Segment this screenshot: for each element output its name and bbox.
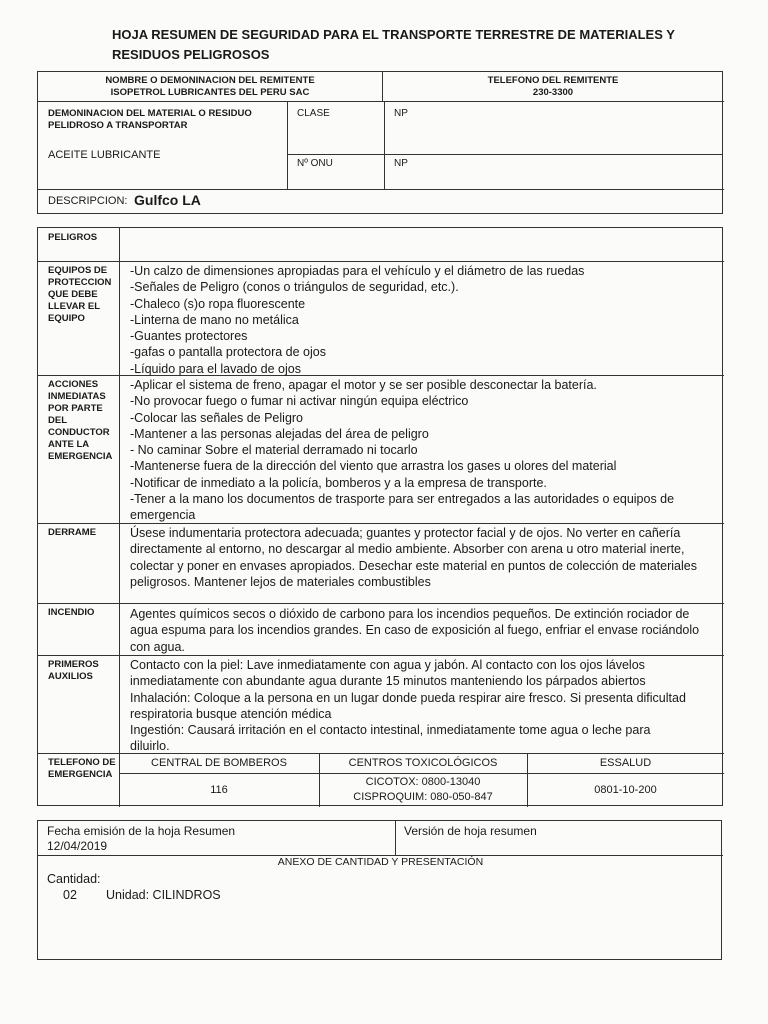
version-label: Versión de hoja resumen <box>404 824 537 838</box>
list-item: -Tener a la mano los documentos de trasporte para ser entregados a las autoridades o equipos de <box>130 492 675 507</box>
sender-name-label: NOMBRE O DEMONINACION DEL REMITENTE <box>105 75 315 86</box>
list-item: -Notificar de inmediato a la policía, bomberos y a la empresa de transporte. <box>130 475 547 490</box>
list-item: -Señales de Peligro (conos o triángulos de seguridad, etc.). <box>130 280 459 295</box>
clase-value: NP <box>394 108 408 119</box>
list-item: -Colocar las señales de Peligro <box>130 410 304 425</box>
list-item: -Mantener a las personas alejadas del área de peligro <box>130 426 429 441</box>
telefono-emergencia-label: TELEFONO DE EMERGENCIA <box>48 757 116 780</box>
list-item: emergencia <box>130 508 196 523</box>
list-item: - No caminar Sobre el material derramado ni tocarlo <box>130 443 418 458</box>
toxico-line2: CISPROQUIM: 080-050-847 <box>353 791 493 803</box>
list-item: -Guantes protectores <box>130 329 248 344</box>
cantidad-value: 02 <box>63 888 77 902</box>
descripcion-value: Gulfco LA <box>134 192 201 208</box>
list-item: -Aplicar el sistema de freno, apagar el motor y se ser posible desconectar la batería. <box>130 378 597 392</box>
list-item: -No provocar fuego o fumar ni activar ningún equipa eléctrico <box>130 394 469 409</box>
bomberos-label: CENTRAL DE BOMBEROS <box>151 757 287 769</box>
list-item: -Mantenerse fuera de la dirección del viento que arrastra los gases u olores del material <box>130 459 617 474</box>
acciones-content <box>130 377 720 524</box>
descripcion-label: DESCRIPCION: <box>48 195 128 207</box>
toxico-label: CENTROS TOXICOLÓGICOS <box>348 757 498 769</box>
incendio-label: INCENDIO <box>48 607 95 618</box>
bomberos-value: 116 <box>210 784 228 796</box>
sender-info-table <box>37 71 723 214</box>
equipos-content <box>130 263 720 377</box>
primeros-auxilios-content: Contacto con la piel: Lave inmediatamente con agua y jabón. Al contacto con los ojos lávelos inmediatamente con abundante agua durante 15 minutos manteniendo los párpados abiertos Inhalación: Coloque a la persona en un lugar donde pueda respirar aire fresco. Si presenta dificultad respiratoria busque atención médica Ingestión: Causará irritación en el contacto intestinal, inmediatamente tome agua o leche para diluirlo. <box>130 658 686 754</box>
sender-phone-label: TELEFONO DEL REMITENTE <box>487 75 619 86</box>
fecha-value: 12/04/2019 <box>47 839 108 853</box>
list-item: -Chaleco (s)o ropa fluorescente <box>130 296 306 311</box>
essalud-value: 0801-10-200 <box>594 784 657 796</box>
acciones-label: ACCIONES INMEDIATAS POR PARTE DEL CONDUCTOR ANTE LA EMERGENCIA <box>48 379 113 462</box>
list-item: -Un calzo de dimensiones apropiadas para el vehículo y el diámetro de las ruedas <box>130 264 585 278</box>
onu-value: NP <box>394 158 408 169</box>
fecha-label: Fecha emisión de la hoja Resumen <box>47 824 236 838</box>
derrame-content: Úsese indumentaria protectora adecuada; guantes y protector facial y de ojos. No verter en cañería directamente al entorno, no descargar al medio ambiente. Absorber con arena u otro material inerte, colectar y poner en envases apropiados. Desechar este material en puntos de colección de materiales peligrosos. Mantener lejos de materiales combustibles <box>130 526 697 589</box>
essalud-label: ESSALUD <box>599 757 652 769</box>
list-item: -gafas o pantalla protectora de ojos <box>130 345 326 360</box>
primeros-auxilios-label: PRIMEROS AUXILIOS <box>48 659 99 682</box>
derrame-label: DERRAME <box>48 527 97 538</box>
toxico-line1: CICOTOX: 0800-13040 <box>365 776 481 788</box>
peligros-label: PELIGROS <box>48 232 98 243</box>
list-item: -Linterna de mano no metálica <box>130 312 299 327</box>
onu-label: Nº ONU <box>297 158 333 169</box>
clase-label: CLASE <box>297 108 330 119</box>
safety-table <box>37 227 723 806</box>
material-value: ACEITE LUBRICANTE <box>48 149 161 161</box>
document-title: HOJA RESUMEN DE SEGURIDAD PARA EL TRANSPORTE TERRESTRE DE MATERIALES Y RESIDUOS PELIGROSOS <box>112 27 675 62</box>
annex-table <box>37 820 722 960</box>
cantidad-label: Cantidad: <box>47 872 101 886</box>
anexo-title: ANEXO DE CANTIDAD Y PRESENTACIÓN <box>277 856 484 868</box>
unidad-label: Unidad: CILINDROS <box>106 888 221 902</box>
sender-name-value: ISOPETROL LUBRICANTES DEL PERU SAC <box>110 87 310 98</box>
incendio-content: Agentes químicos secos o dióxido de carbono para los incendios pequeños. De extinción rociador de agua espuma para los incendios grandes. En caso de exposición al fuego, enfriar el envase rociándolo con agua. <box>130 607 700 654</box>
equipos-label: EQUIPOS DE PROTECCION QUE DEBE LLEVAR EL EQUIPO <box>48 265 112 324</box>
list-item: -Líquido para el lavado de ojos <box>130 361 301 376</box>
sender-phone-value: 230-3300 <box>532 87 574 98</box>
material-label: DEMONINACION DEL MATERIAL O RESIDUO PELIDROSO A TRANSPORTAR <box>48 108 252 131</box>
